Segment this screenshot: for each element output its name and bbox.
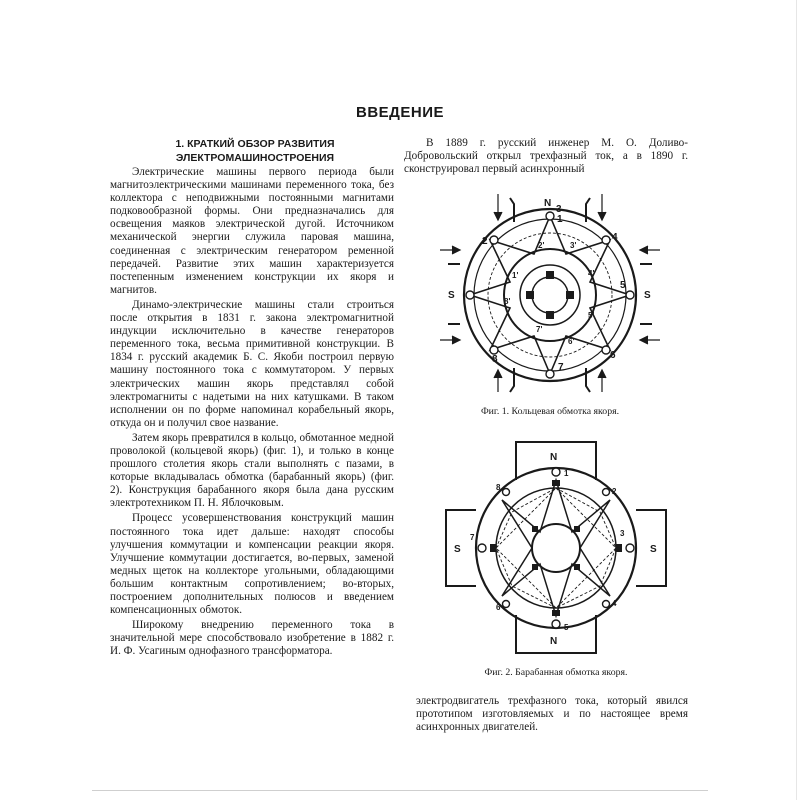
terminal <box>602 346 610 354</box>
terminal <box>626 291 634 299</box>
winding-label: 1 <box>557 214 563 225</box>
terminal <box>546 212 554 220</box>
section-title-line1: 1. КРАТКИЙ ОБЗОР РАЗВИТИЯ <box>175 138 335 150</box>
slot-marker <box>490 544 496 552</box>
figure-2-caption: Фиг. 2. Барабанная обмотка якоря. <box>484 667 628 678</box>
paragraph: Динамо-электрические машины стали строиться после открытия в 1831 г. закона электромагнитной индукции исключительно в качестве генераторов переменного тока, весьма примитивной конструкции. В 1834 г. русский академик Б. С. Якоби построил первую машину постоянного тока с коммутатором. У первых электрических машин якорь представлял собой электромагниты с надетыми на них катушками. В таком исполнении он по форме напоминал корабельный якорь, откуда он и получил свое название. <box>110 298 394 429</box>
winding-label: 8 <box>496 483 501 492</box>
winding-label: 8 <box>492 354 498 365</box>
flux-arrow <box>494 370 502 392</box>
page-edge <box>796 0 797 800</box>
flux-arrow <box>494 194 502 220</box>
page-title: ВВЕДЕНИЕ <box>356 104 444 121</box>
winding-star <box>502 480 610 616</box>
armature-circle <box>496 488 616 608</box>
paragraph: Широкому внедрению переменного тока в значительной мере способствовало изобретение в 1882 г. И. Ф. Усагиным однофазного трансформатора. <box>110 619 394 658</box>
slot-marker <box>616 544 622 552</box>
slot-marker <box>532 564 538 570</box>
page-bottom-divider <box>92 790 708 791</box>
pole-label-s: S <box>454 544 461 555</box>
winding-label: 8' <box>504 297 511 306</box>
winding-label: 2 <box>612 487 617 496</box>
terminal <box>552 620 560 628</box>
winding-label: 2' <box>538 241 545 250</box>
winding-label: 1' <box>512 271 519 280</box>
paragraph: Процесс усовершенствования конструкций машин постоянного тока идет дальше: находят способы улучшения коммутации и компенсации реакции якоря. Улучшение коммутации достигается, во-первых, заменой медных щеток на коллекторе угольными, обладающими большим контактным сопротивлением; во-вторых, построением дополнительных полюсов и введением компенсационных обмоток. <box>110 512 394 617</box>
flux-arrow <box>440 336 460 344</box>
terminal <box>603 601 610 608</box>
winding-label: 6' <box>568 337 575 346</box>
left-column <box>110 166 394 658</box>
pole-label-n: N <box>544 198 552 209</box>
winding-label: 5 <box>620 280 626 291</box>
figure-1-caption: Фиг. 1. Кольцевая обмотка якоря. <box>480 406 620 417</box>
dashed-conductor-path <box>488 233 612 357</box>
winding-label: 1 <box>564 469 569 478</box>
brush <box>546 271 554 279</box>
flux-arrow <box>440 246 460 254</box>
paragraph: Затем якорь превратился в кольцо, обмотанное медной проволокой (кольцевой якорь) (фиг. 1), и только в конце прошлого столетия якорь стали выполнять с пазами, в которые вкладывалась обмотка (барабанный якорь) (фиг. 2). Конструкция барабанного якоря была дана русским электротехником П. Н. Яблочковым. <box>110 431 394 510</box>
flux-arrow <box>598 370 606 392</box>
section-title-line2: ЭЛЕКТРОМАШИНОСТРОЕНИЯ <box>175 152 335 164</box>
winding-label: 7 <box>470 533 475 542</box>
armature-ring-outer <box>504 249 596 341</box>
terminal <box>478 544 486 552</box>
terminal <box>503 601 510 608</box>
flux-arrow <box>640 246 660 254</box>
winding-label: 5 <box>564 623 569 632</box>
pole-label-n: N <box>550 452 558 463</box>
winding-label: 5' <box>588 311 595 320</box>
slot-marker <box>532 526 538 532</box>
slot-marker <box>552 610 560 616</box>
winding-label: 3 <box>620 529 625 538</box>
terminal <box>552 468 560 476</box>
terminal <box>503 489 510 496</box>
winding-label: 7' <box>536 325 543 334</box>
figure-2-drum-winding-diagram <box>440 440 672 655</box>
winding-label: 4 <box>612 232 618 243</box>
figure-1-ring-winding-diagram <box>440 192 660 396</box>
pole-label-n: N <box>550 636 558 647</box>
flux-arrow <box>598 194 606 220</box>
terminal <box>546 370 554 378</box>
pole-label-s: S <box>644 290 651 301</box>
slot-marker <box>574 564 580 570</box>
terminal <box>490 346 498 354</box>
terminal <box>602 236 610 244</box>
pole-label-s: S <box>650 544 657 555</box>
terminal <box>466 291 474 299</box>
pole-label-s: S <box>448 290 455 301</box>
terminal <box>626 544 634 552</box>
paragraph: Электрические машины первого периода были магнитоэлектрическими машинами переменного тока, без коллектора с неподвижными постоянными магнитами подковообразной формы. Они предназначались для освещения маяков электрической дугой. Источником механической энергии служила паровая машина, соединенная с электрическим генератором ременной передачей. Развитие этих машин характеризуется постепенным изменением конструкции их якоря и магнитов. <box>110 166 394 296</box>
winding-label: 2 <box>482 236 488 247</box>
winding-label: 6 <box>610 350 616 361</box>
section-title <box>110 137 400 165</box>
pole-piece-left <box>446 510 476 586</box>
commutator <box>532 277 568 313</box>
terminal <box>603 489 610 496</box>
slot-marker <box>574 526 580 532</box>
winding-label: 3' <box>570 241 577 250</box>
brush <box>546 311 554 319</box>
brush <box>566 291 574 299</box>
winding-label: 4' <box>588 269 595 278</box>
paragraph: В 1889 г. русский инженер М. О. Доливо-Добровольский открыл трехфазный ток, а в 1890 г. сконструировал первый асинхронный <box>404 137 688 176</box>
winding-label: 6 <box>496 603 501 612</box>
winding-label: 3 <box>556 204 562 215</box>
paragraph: электродвигатель трехфазного тока, который явился прототипом изготовляемых и по настоящее время асинхронных двигателей. <box>416 695 688 734</box>
winding-label: 4 <box>612 599 617 608</box>
slot-marker <box>552 480 560 486</box>
right-column-top <box>404 137 688 176</box>
flux-arrow <box>640 336 660 344</box>
terminal <box>490 236 498 244</box>
brush <box>526 291 534 299</box>
right-column-bottom <box>416 695 688 734</box>
winding-label: 7 <box>558 362 564 373</box>
